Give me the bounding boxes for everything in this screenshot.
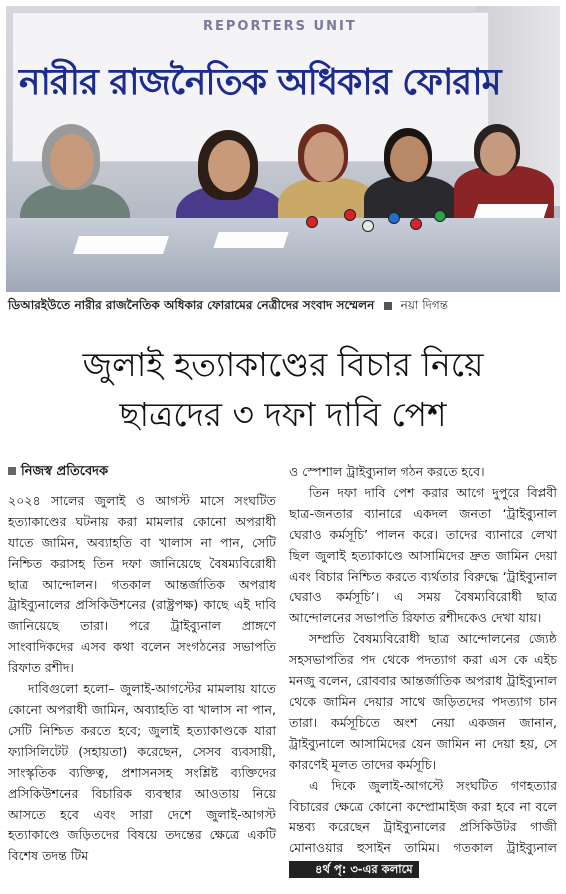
microphone-icon	[434, 210, 446, 222]
byline	[8, 462, 276, 483]
headline-line-2: ছাত্রদের ৩ দফা দাবি পেশ	[119, 395, 447, 434]
article-column-left	[8, 462, 276, 867]
microphone-icon	[388, 212, 400, 224]
paragraph: ও স্পেশাল ট্রাইব্যুনাল গঠন করতে হবে।	[289, 464, 485, 479]
paragraph: দাবিগুলো হলো– জুলাই-আগস্টের মামলায় যাতে কোনো অপরাধী জামিন, অব্যাহতি বা খালাস না পান, সেটি নিশ্চিত করতে হবে; জুলাই হত্যাকাণ্ডকে যারা ফ্যাসিলিটেট (সহায়তা) করেছেন, সেসব ব্যবসায়ী, সাংস্কৃতিক ব্যক্তিত্ব, প্রশাসনসহ সংশ্লিষ্ট ব্যক্তিদের প্রসিকিউশনের বিচারিক ব্যবস্থার আওতায় নিয়ে আসতে হবে এবং সারা দেশে জুলাই-আগস্ট হত্যাকাণ্ডে জড়িতদের বিষয়ে তদন্তের ক্ষেত্রে একটি বিশেষ তদন্ত টিম	[8, 681, 276, 864]
microphone-icon	[344, 209, 356, 221]
banner-top-text: REPORTERS UNIT	[203, 19, 357, 34]
microphone-icon	[306, 216, 318, 228]
paragraph	[289, 776, 557, 881]
paper-sheet	[73, 236, 169, 254]
paragraph: সম্প্রতি বৈষম্যবিরোধী ছাত্র আন্দোলনের জ্যেষ্ঠ সহসভাপতির পদ থেকে পদত্যাগ করা এস কে এইচ মনজু বলেন, রোববার আন্তর্জাতিক অপরাধ ট্রাইব্যুনাল থেকে জামিন দেয়ার সাথে জড়িতদের পদত্যাগ চান তারা। কর্মসূচিতে অংশ নেয়া একজন জানান, ট্রাইব্যুনালে আসামিদের যেন জামিন না দেয়া হয়, সে কারণেই মূলত তাদের কর্মসূচি।	[289, 631, 557, 772]
caption-source: নয়া দিগন্ত	[400, 298, 449, 312]
news-photo	[6, 6, 560, 292]
microphone-icon	[410, 218, 422, 230]
paper-sheet	[474, 204, 549, 218]
square-bullet-icon	[8, 467, 16, 475]
headline	[0, 340, 566, 440]
press-table	[6, 218, 560, 292]
paragraph: তিন দফা দাবি পেশ করার আগে দুপুরে বিপ্লবী ছাত্র-জনতার ব্যানারে একদল জনতা ‘ট্রাইব্যুনাল ঘেরাও কর্মসূচি’ পালন করে। তাদের ব্যানারে লেখা ছিল জুলাই হত্যাকাণ্ডে আসামিদের দ্রুত জামিন দেয়া এবং বিচার নিশ্চিত করতে ব্যর্থতার বিরুদ্ধে ‘ট্রাইব্যুনাল ঘেরাও কর্মসূচি’। এ সময় বৈষম্যবিরোধী ছাত্র আন্দোলনের সভাপতি রিফাত রশীদকেও দেখা যায়।	[289, 484, 557, 626]
article-column-right	[289, 462, 557, 880]
continued-jump-label: ৪র্থ পৃ: ৩-এর কলামে	[289, 861, 419, 878]
square-bullet-icon	[384, 302, 392, 310]
caption-text: ডিআরইউতে নারীর রাজনৈতিক অধিকার ফোরামের নেত্রীদের সংবাদ সম্মেলন	[8, 298, 375, 312]
headline-line-1: জুলাই হত্যাকাণ্ডের বিচার নিয়ে	[82, 345, 484, 384]
paragraph: ২০২৪ সালের জুলাই ও আগস্ট মাসে সংঘটিত হত্যাকাণ্ডের ঘটনায় করা মামলার কোনো অপরাধী যাতে জামিন, অব্যাহতি বা খালাস না পান, সেটি নিশ্চিত করাসহ তিন দফা জানিয়েছে বৈষম্যবিরোধী ছাত্র আন্দোলন। গতকাল আন্তর্জাতিক অপরাধ ট্রাইব্যুনালের প্রসিকিউশনের (রাষ্ট্রপক্ষ) কাছে এই দাবি জানিয়েছে তারা। পরে ট্রাইব্যুনাল প্রাঙ্গণে সাংবাদিকদের এসব কথা বলেন সংগঠনের সভাপতি রিফাত রশীদ।	[8, 492, 276, 676]
paragraph-text: এ দিকে জুলাই-আগস্টে সংঘটিত গণহত্যার বিচারের ক্ষেত্রে কোনো কম্প্রোমাইজ করা হবে না বলে মন্তব্য করেছেন ট্রাইব্যুনালের প্রসিকিউটর গাজী মোনাওয়ার হুসাইন তামিম। গতকাল ট্রাইব্যুনাল	[289, 777, 557, 856]
paper-sheet	[213, 232, 288, 248]
banner-title: নারীর রাজনৈতিক অধিকার ফোরাম	[19, 62, 501, 103]
byline-text: নিজস্ব প্রতিবেদক	[21, 464, 109, 479]
microphone-icon	[362, 220, 374, 232]
photo-caption	[8, 297, 560, 317]
